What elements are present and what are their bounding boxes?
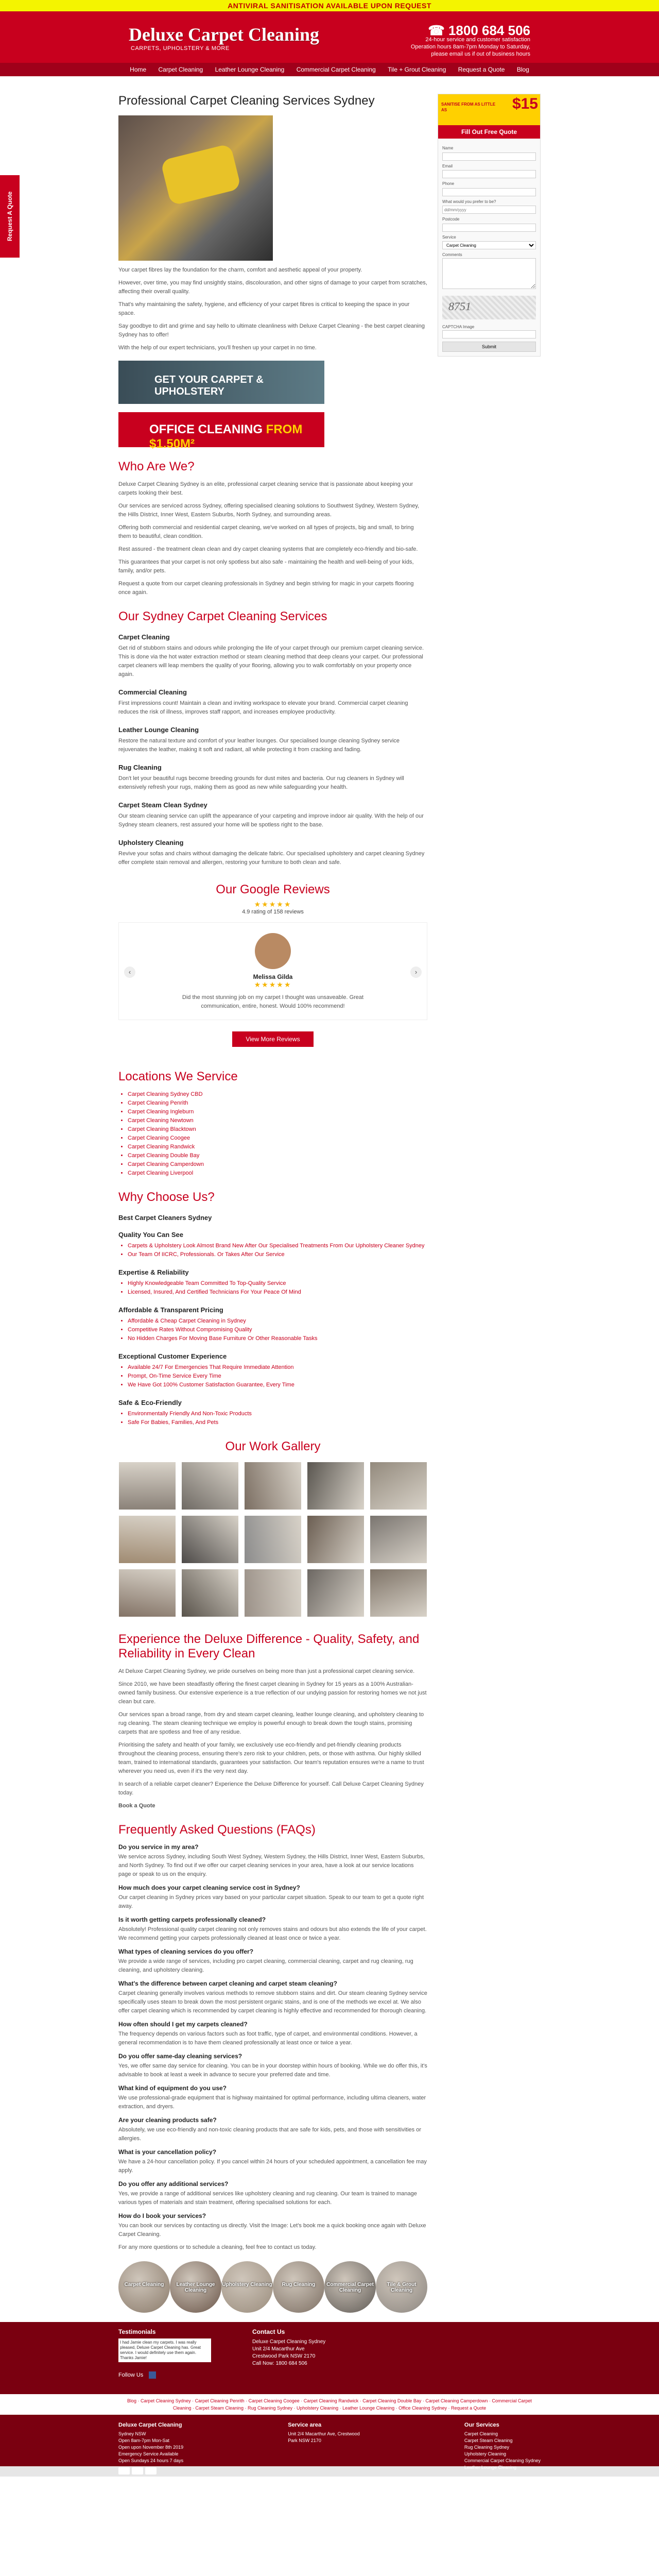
intro-paragraph: However, over time, you may find unsightly stains, discolouration, and other signs of damage to your carpet from scratches, affecting their overall quality. [118,280,427,295]
faq-answer: Yes, we offer same day service for cleaning. You can be in your doorstep within hours of booking. While we do offer this, it's advisable to book at least a week in advance to secure your preferred date and time. [118,2063,427,2078]
who-paragraph: Deluxe Carpet Cleaning Sydney is an elite, professional carpet cleaning service that is passionate about keeping your carpets looking their best. [118,481,413,496]
service-item [118,801,427,829]
service-circle[interactable] [273,2261,324,2313]
why-item: • Safe For Babies, Families, And Pets [128,1418,427,1427]
nav-leather-lounge-cleaning[interactable]: Leather Lounge Cleaning [215,66,285,73]
who-are-we-heading: Who Are We? [118,460,195,473]
contact-address: Unit 2/4 Macarthur Ave [252,2346,305,2352]
carousel-next-icon[interactable]: › [410,967,422,978]
gallery-image[interactable] [370,1516,427,1563]
why-group-title: Safe & Eco-Friendly [118,1399,182,1406]
header-contact [410,23,530,58]
footer-top [0,2322,659,2394]
why-item: • Affordable & Cheap Carpet Cleaning in Sydney [128,1317,427,1326]
payment-card-icons [118,2467,183,2475]
faq-question: How do I book your services? [118,2212,206,2219]
why-group-title: Exceptional Customer Experience [118,1352,227,1360]
location-link[interactable]: • Carpet Cleaning Newtown [128,1116,427,1125]
gallery-image[interactable] [307,1569,364,1617]
who-paragraph: Request a quote from our carpet cleaning professionals in Sydney and begin striving for magic in your carpets flooring once again. [118,581,414,596]
service-circle-label: Rug Cleaning [282,2282,316,2287]
gallery-heading: Our Work Gallery [225,1439,321,1453]
testimonial-text: I had Jamie clean my carpets. I was really pleased, Deluxe Carpet Cleaning has. Great service. I would definitely use them again. Thanks Jamie! [118,2338,211,2362]
field-label: Service [442,234,456,240]
header-line-1: 24-hour service and customer satisfaction [425,37,530,43]
field-label: What would you prefer to be? [442,199,496,204]
reviews-section [118,883,427,1057]
service-item [118,726,427,754]
faq-answer: You can book our services by contacting us directly. Visit the Image: Let's book me a quick booking once again with Deluxe Carpet Cleaning. [118,2223,426,2238]
faq-question: How much does your carpet cleaning service cost in Sydney? [118,1884,300,1891]
service-circle-label: Tile & Grout Cleaning [387,2282,417,2293]
rating-stars-icon: ★★★★★ [254,900,292,908]
service-text: First impressions count! Maintain a clean and inviting workspace to elevate your brand. Commercial carpet cleaning reduces the risk of illness, improves staff rapport, and increases employee productivity. [118,700,408,715]
why-item: • Environmentally Friendly And Non-Toxic Products [128,1410,427,1418]
gallery-image[interactable] [245,1462,301,1510]
why-group-title: Quality You Can See [118,1231,183,1239]
faq-answer: Absolutely, we use eco-friendly and non-toxic cleaning products that are safe for kids, pets, and those with sensitivities or allergies. [118,2127,421,2142]
locations-heading: Locations We Service [118,1070,238,1083]
promo-price: $15 [512,95,538,112]
service-select[interactable] [442,241,536,249]
why-group [118,1352,427,1389]
contact-column [252,2328,376,2367]
reviewer-avatar [255,933,291,969]
footer-service-link[interactable]: Carpet Cleaning [464,2431,498,2436]
facebook-icon[interactable] [149,2371,156,2379]
gallery-image[interactable] [245,1516,301,1563]
header-line-3: please email us if out of business hours [431,51,530,57]
promo-text: SANITISE FROM AS LITTLE AS [441,102,496,112]
faq-answer: We provide a wide range of services, including pro carpet cleaning, commercial cleaning, carpet and rug cleaning, rug cleaning, and upholstery cleaning. [118,1958,413,1973]
service-circle[interactable] [324,2261,376,2313]
service-circles [118,2261,427,2313]
location-link[interactable]: • Carpet Cleaning Penrith [128,1099,427,1108]
service-circle[interactable] [170,2261,221,2313]
gallery-image[interactable] [182,1462,238,1510]
location-link[interactable]: • Carpet Cleaning Blacktown [128,1125,427,1134]
faq-closing: For any more questions or to schedule a cleaning, feel free to contact us today. [118,2244,317,2250]
gallery-image[interactable] [370,1462,427,1510]
nav-request-quote[interactable]: Request a Quote [458,66,505,73]
service-circle[interactable] [376,2261,427,2313]
gallery-image[interactable] [245,1569,301,1617]
contact-title: Contact Us [252,2328,285,2335]
submit-button[interactable]: Submit [442,342,536,352]
why-item: • Competitive Rates Without Compromising Quality [128,1326,427,1334]
service-circle[interactable] [221,2261,273,2313]
name-field[interactable] [442,152,536,161]
why-group [118,1399,427,1427]
who-paragraph: Rest assured - the treatment clean clean and dry carpet cleaning systems that are completely eco-friendly and bio-safe. [118,546,418,552]
locations-list [128,1090,427,1178]
location-link[interactable]: • Carpet Cleaning Liverpool [128,1169,427,1178]
difference-paragraph: In search of a reliable carpet cleaner? Experience the Deluxe Difference for yourself. Call Deluxe Carpet Cleaning Sydney today. [118,1781,424,1796]
difference-paragraph: Since 2010, we have been steadfastly offering the finest carpet cleaning in Sydney for 15 years as a 100% Australian-owned family business. Our extensive experience is a true reflection of our undying passion for restoring homes we not just clean but care. [118,1681,427,1705]
footer-service-link[interactable]: Leather Lounge Cleaning [464,2465,516,2470]
hero-image [118,115,273,261]
announcement-bar: ANTIVIRAL SANITISATION AVAILABLE UPON REQUEST [0,0,659,11]
field-label: Postcode [442,217,460,222]
intro-paragraph: Your carpet fibres lay the foundation for the charm, comfort and aesthetic appeal of your property. [118,267,362,273]
faq-list [118,1843,427,2239]
difference-paragraph: Our services span a broad range, from dry and steam carpet cleaning, leather lounge cleaning, and upholstery cleaning to rug cleaning. The steam cleaning technique we employ is powerful enough to break down the tough stains, promising carpets that are spotless and free of any residue. [118,1711,424,1735]
faq-question: Do you offer same-day cleaning services? [118,2053,242,2060]
testimonials-column [118,2328,242,2367]
faq-answer: We use professional-grade equipment that is highway maintained for optimal performance, including ultima cleaners, water extraction, and dryers. [118,2095,426,2110]
site-logo[interactable]: Deluxe Carpet Cleaning [129,24,319,45]
postcode-field[interactable] [442,224,536,232]
why-item: • Available 24/7 For Emergencies That Require Immediate Attention [128,1363,427,1372]
footer-links[interactable]: Blog · Carpet Cleaning Sydney · Carpet Cleaning Penrith · Carpet Cleaning Coogee · Carpet Cleaning Randwick · Carpet Cleaning Double Bay · Carpet Cleaning Camperdown · Commercial Carpet Cleaning · Carpet Steam Cleaning · Rug Cleaning Sydney · Upholstery Cleaning · Leather Lounge Cleaning · Office Cleaning Sydney · Request a Quote [127,2398,532,2411]
service-circle-label: Upholstery Cleaning [222,2282,272,2287]
review-carousel [118,922,427,1020]
site-header [0,11,659,63]
reviews-heading: Our Google Reviews [216,883,330,896]
intro-paragraph: With the help of our expert technicians, you'll freshen up your carpet in no time. [118,345,317,351]
why-group [118,1268,427,1297]
faq-question: What types of cleaning services do you offer? [118,1948,254,1955]
nav-home[interactable]: Home [130,66,147,73]
difference-heading: Experience the Deluxe Difference - Quality, Safety, and Reliability in Every Clean [118,1632,420,1660]
who-paragraph: Offering both commercial and residential carpet cleaning, we've worked on all types of projects, big and small, to bring them to beautiful, clean condition. [118,524,414,539]
faq-answer: Our carpet cleaning in Sydney prices vary based on your particular carpet situation. Speak to our team to get a quote right away. [118,1894,424,1909]
gallery-image[interactable] [370,1569,427,1617]
footer-service-link[interactable]: Rug Cleaning Sydney [464,2445,509,2450]
service-title: Commercial Cleaning [118,688,187,696]
carpet-upholstery-banner[interactable]: GET YOUR CARPET & UPHOLSTERY [118,361,324,404]
nav-commercial-carpet-cleaning[interactable]: Commercial Carpet Cleaning [296,66,376,73]
contact-name: Deluxe Carpet Cleaning Sydney [252,2339,326,2345]
location-link[interactable]: • Carpet Cleaning Sydney CBD [128,1090,427,1099]
why-group-title: Affordable & Transparent Pricing [118,1306,223,1314]
view-more-reviews-button[interactable]: View More Reviews [232,1031,313,1047]
why-item: • We Have Got 100% Customer Satisfaction Guarantee, Every Time [128,1381,427,1389]
location-link[interactable]: • Carpet Cleaning Double Bay [128,1151,427,1160]
faq-question: What kind of equipment do you use? [118,2084,227,2092]
why-item: • Prompt, On-Time Service Every Time [128,1372,427,1381]
office-cleaning-banner[interactable]: OFFICE CLEANING FROM $1.50M² [118,412,324,447]
gallery-image[interactable] [182,1516,238,1563]
service-item [118,839,427,867]
nav-blog[interactable]: Blog [516,66,529,73]
gallery-image[interactable] [119,1516,176,1563]
service-text: Our steam cleaning service can uplift the appearance of your carpeting and improve indoor air quality. With the help of our Sydney steam cleaners, rest assured your home will be spotless right to the base. [118,813,424,828]
follow-us: Follow Us [118,2371,541,2379]
preferred-date-field[interactable] [442,206,536,214]
why-item: • No Hidden Charges For Moving Base Furniture Or Other Reasonable Tasks [128,1334,427,1343]
faq-answer: Yes, we provide a range of additional services like upholstery cleaning and rug cleaning. Our team is trained to manage various types of materials and stain treatment, offering specialised solutions for each. [118,2191,417,2206]
gallery-image[interactable] [182,1569,238,1617]
difference-paragraph: Prioritising the safety and health of your family, we exclusively use eco-friendly and pet-friendly cleaning products throughout the cleaning process, ensuring there's zero risk to your children, pets, or those with asthma. Our highly skilled team, trained to international standards, guarantees your satisfaction. Our team's reputation ensures we're a name to trust wherever you need us, even if it's the very next day. [118,1742,424,1774]
phone-field[interactable] [442,188,536,196]
why-group [118,1306,427,1343]
header-phone[interactable]: ☎ 1800 684 506 [428,23,530,38]
service-title: Rug Cleaning [118,764,162,771]
why-group-title: Expertise & Reliability [118,1268,189,1276]
nav-carpet-cleaning[interactable]: Carpet Cleaning [158,66,203,73]
service-title: Upholstery Cleaning [118,839,184,846]
work-gallery [118,1462,427,1617]
captcha-image: 8751 [442,296,536,319]
why-item: • Our Team Of IICRC, Professionals. Or Takes After Our Service [128,1250,427,1259]
quote-form-title: Fill Out Free Quote [438,125,540,139]
book-quote-link[interactable]: Book a Quote [118,1803,155,1809]
captcha-field[interactable] [442,330,536,338]
why-item: • Carpets & Upholstery Look Almost Brand New After Our Specialised Treatments From Our Upholstery Cleaner Sydney [128,1242,427,1250]
sanitise-promo [438,94,540,125]
why-item: • Highly Knowledgeable Team Committed To Top-Quality Service [128,1279,427,1288]
contact-phone[interactable]: Call Now: 1800 684 506 [252,2361,307,2366]
who-paragraph: Our services are serviced across Sydney, offering specialised cleaning solutions to Southwest Sydney, Western Sydney, the Hills District, Inner West, Eastern Suburbs, North Sydney, and surrounding areas. [118,503,420,518]
gallery-image[interactable] [307,1462,364,1510]
why-subheading: Best Carpet Cleaners Sydney [118,1214,212,1222]
field-label: Email [442,163,453,168]
faq-question: How often should I get my carpets cleaned? [118,2021,248,2028]
service-text: Restore the natural texture and comfort of your leather lounges. Our specialised lounge cleaning Sydney service rejuvenates the leather, making it soft and radiant, all while protecting it from cracking and fading. [118,738,400,753]
service-title: Leather Lounge Cleaning [118,726,199,734]
contact-city: Crestwood Park NSW 2170 [252,2353,316,2359]
email-field[interactable] [442,170,536,178]
location-link[interactable]: • Carpet Cleaning Ingleburn [128,1108,427,1116]
service-text: Revive your sofas and chairs without damaging the delicate fabric. Our specialised upholstery and carpet cleaning Sydney offer complete stain removal and allergen, restoring your furniture to both clean and safe. [118,851,425,866]
footer-col-business: Deluxe Carpet Cleaning Sydney NSW Open 8am-7pm Mon-Sat Open upon November 8th 2019 Emergency Service Available Open Sundays 24 hours 7 days [118,2422,183,2475]
footer-service-link[interactable]: Carpet Steam Cleaning [464,2438,513,2443]
service-title: Carpet Steam Clean Sydney [118,801,207,809]
faq-question: Do you offer any additional services? [118,2180,229,2188]
gallery-image[interactable] [307,1516,364,1563]
field-label: Name [442,146,454,150]
faq-answer: We have a 24-hour cancellation policy. If you cancel within 24 hours of your scheduled appointment, a cancellation fee may apply. [118,2159,427,2174]
carousel-prev-icon[interactable]: ‹ [124,967,135,978]
nav-tile-grout-cleaning[interactable]: Tile + Grout Cleaning [388,66,446,73]
service-item [118,688,427,717]
page-title: Professional Carpet Cleaning Services Sydney [118,94,375,108]
header-line-2: Operation hours 8am-7pm Monday to Saturday, [410,44,530,50]
services-heading: Our Sydney Carpet Cleaning Services [118,609,327,623]
intro-paragraph: That's why maintaining the safety, hygiene, and efficiency of your carpet fibres is critical to keeping the space in your space. [118,301,410,316]
why-choose-heading: Why Choose Us? [118,1190,215,1204]
who-paragraph: This guarantees that your carpet is not only spotless but also safe - maintaining the health and well-being of your kids, family, and/or pets. [118,559,414,574]
faq-question: Is it worth getting carpets professionally cleaned? [118,1916,266,1923]
review-text: Did the most stunning job on my carpet I thought was unsaveable. Great communication, entire, honest. Would 100% recommend! [182,994,364,1009]
reviewer-name: Melissa Gilda [253,973,293,980]
faq-answer: The frequency depends on various factors such as foot traffic, type of carpet, and environmental conditions. However, a general recommendation is to have them cleaned professionally at least once or twice a year. [118,2031,418,2046]
faq-question: What is your cancellation policy? [118,2148,217,2156]
rating-summary: 4.9 rating of 158 reviews [242,909,304,915]
location-link[interactable]: • Carpet Cleaning Coogee [128,1134,427,1143]
quote-form-box [438,94,541,357]
footer-service-link[interactable]: Upholstery Cleaning [464,2451,506,2456]
service-item [118,633,427,679]
service-circle-label: Commercial Carpet Cleaning [326,2282,374,2293]
service-circle-label: Leather Lounge Cleaning [176,2282,215,2293]
why-group [118,1231,427,1259]
intro-paragraph: Say goodbye to dirt and grime and say hello to ultimate cleanliness with Deluxe Carpet Cleaning - the best carpet cleaning Sydney has to offer! [118,323,425,338]
location-link[interactable]: • Carpet Cleaning Camperdown [128,1160,427,1169]
footer-col-services: Our Services Carpet Cleaning Carpet Steam Cleaning Rug Cleaning Sydney Upholstery Cleaning Commercial Carpet Cleaning Sydney Leather Lounge Cleaning [464,2422,541,2470]
footer-service-link[interactable]: Commercial Carpet Cleaning Sydney [464,2458,541,2463]
main-nav [0,63,659,76]
service-item [118,764,427,792]
why-item: • Licensed, Insured, And Certified Technicians For Your Peace Of Mind [128,1288,427,1297]
faq-question: Do you service in my area? [118,1843,199,1851]
phone-icon: ☎ [428,23,448,38]
logo-tagline: CARPETS, UPHOLSTERY & MORE [131,45,230,52]
service-title: Carpet Cleaning [118,633,170,641]
main-content [118,94,427,2322]
faq-question: Are your cleaning products safe? [118,2116,217,2124]
footer-col-service-area: Service area Unit 2/4 Macarthur Ave, Crestwood Park NSW 2170 [288,2422,360,2443]
request-quote-side-tab[interactable]: Request A Quote [0,175,20,258]
gallery-image[interactable] [119,1462,176,1510]
field-label: Comments [442,252,462,257]
faq-heading: Frequently Asked Questions (FAQs) [118,1823,316,1837]
captcha-label: CAPTCHA Image [442,325,475,329]
testimonials-title: Testimonials [118,2328,156,2335]
service-text: Get rid of stubborn stains and odours while prolonging the life of your carpet through our premium carpet cleaning service. This is done via the hot water extraction method or steam cleaning method that deep cleans your carpet. Our professional carpet cleaners will leap members the quality of your flooring, allowing you to walk comfortably on your property once again. [118,645,424,677]
difference-paragraph: At Deluxe Carpet Cleaning Sydney, we pride ourselves on being more than just a professional carpet cleaning service. [118,1668,415,1674]
gallery-image[interactable] [119,1569,176,1617]
service-circle[interactable] [118,2261,170,2313]
quote-sidebar [438,94,541,357]
review-stars-icon: ★★★★★ [254,980,292,989]
comments-field[interactable] [442,258,536,289]
field-label: Phone [442,181,455,186]
footer-bottom [0,2415,659,2470]
faq-answer: Carpet cleaning generally involves various methods to remove stubborn stains and dirt. Our steam cleaning Sydney service specifically uses steam to break down the most persistent organic stains, and is one of the methods we excel at. We also offer carpet cleaning which is recommended by carpet cleaning is highly effective and recommended for thorough cleaning. [118,1990,427,2014]
quote-form [438,139,540,356]
faq-question: What's the difference between carpet cleaning and carpet steam cleaning? [118,1980,337,1987]
service-text: Don't let your beautiful rugs become breeding grounds for dust mites and bacteria. Our rug cleaners in Sydney will extensively refresh your rugs, making them as good as new while safeguarding your health. [118,775,404,790]
faq-answer: We service across Sydney, including South West Sydney, Western Sydney, the Hills District, Inner West, Eastern Suburbs, and North Sydney. To find out if we offer our carpet cleaning services in your area, have a look at our service locations page or speak to us on the enquiry. [118,1854,425,1877]
location-link[interactable]: • Carpet Cleaning Randwick [128,1143,427,1151]
service-circle-label: Carpet Cleaning [124,2282,164,2287]
faq-answer: Absolutely! Professional quality carpet cleaning not only removes stains and odours but also extends the life of your carpet. We recommend getting your carpets professionally cleaned at least once or twice a year. [118,1926,427,1941]
